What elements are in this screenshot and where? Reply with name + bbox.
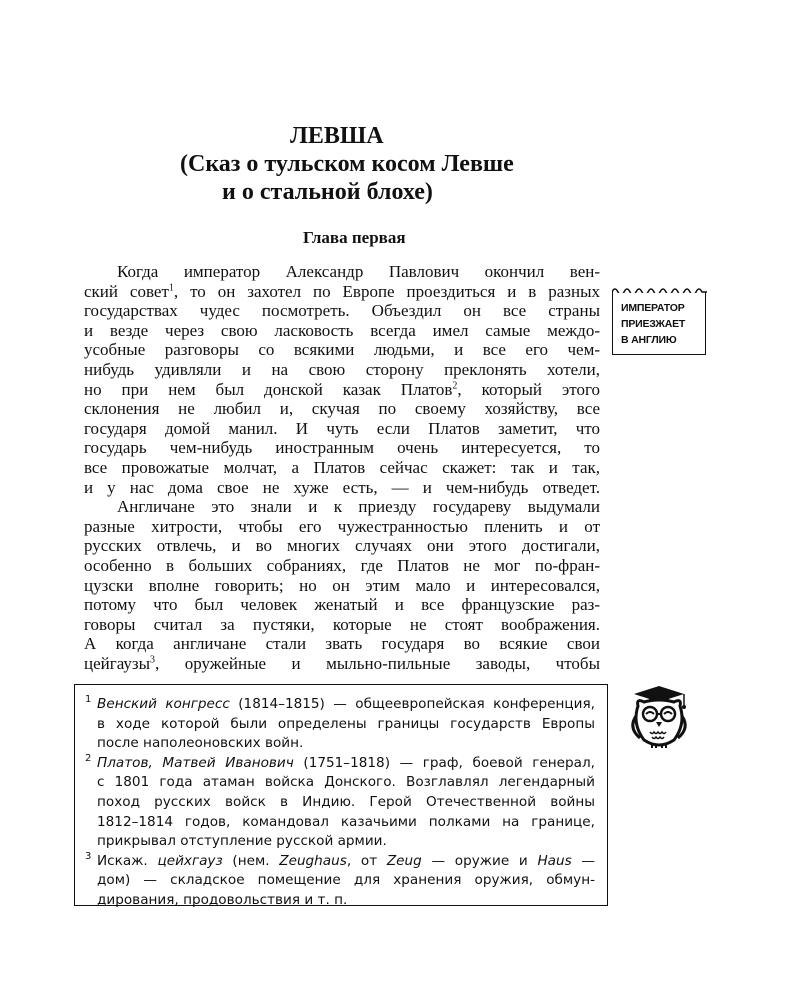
body-line: потому что был человек женатый и все французские раз- — [84, 595, 600, 615]
body-line: и у нас дома свое не хуже есть, — и чем-нибудь отведет. — [84, 477, 600, 497]
body-line: все провожатые молчат, а Платов сейчас скажет: так и так, — [84, 457, 600, 477]
footnotes-box — [74, 684, 608, 906]
footnote-ref-2: 2 — [452, 379, 458, 391]
body-line: государствах чудес посмотреть. Объездил он все страны — [84, 301, 600, 321]
body-line: разные хитрости, чтобы его чужестранностью пленить и от — [84, 516, 600, 536]
margin-note-box — [612, 292, 706, 355]
body-line: русских отвлечь, и во многих случаях они этого достигали, — [84, 536, 600, 556]
title-line-3: и о стальной блохе) — [222, 179, 433, 205]
body-line: но при нем был донской казак Платов$^2$, который этого — [84, 379, 601, 399]
title-line-1: ЛЕВША — [290, 123, 384, 149]
footnote-term: Платов, Матвей Иванович — [97, 754, 294, 771]
title-line-2: (Сказ о тульском косом Левше — [180, 151, 514, 177]
owl-scholar-icon — [624, 684, 694, 750]
body-line: цейгаузы$^3$, оружейные и мыльно-пильные заводы, чтобы — [84, 653, 600, 673]
body-line: ский совет$^1$, то он захотел по Европе проездиться и в разных — [84, 281, 601, 301]
body-line: нибудь удивляли и на свою сторону преклонять хотели, — [84, 359, 600, 379]
footnote-ref-3: 3 — [150, 654, 156, 666]
body-line: Когда император Александр Павлович окончил вен- — [117, 262, 600, 281]
body-line: Англичане это знали и к приезду государеву выдумали — [117, 497, 600, 517]
footnote-term: цейхгауз — [157, 852, 223, 869]
chapter-title: Глава первая — [303, 228, 406, 247]
wavy-edge-decoration — [612, 285, 707, 293]
body-line: усобные разговоры со всякими людьми, и все его чем- — [84, 340, 600, 360]
footnote-1: $^1$ Венский конгресс (1814–1815) — общеевропейская конференция, в ходе которой были определены границы государств Европы после наполеоновских войн. — [85, 694, 595, 752]
footnote-2: $^2$ Платов, Матвей Иванович (1751–1818) — граф, боевой генерал, с 1801 года атаман войска Донского. Возглавлял легендарный поход русских войск в Индию. Герой Отечественной войны 1812–1814 годов, командовал казачьими полками на границе, прикрывал отступление русской армии. — [85, 753, 595, 850]
body-line: говоры считал за пустяки, которые не стоят воображения. — [84, 614, 600, 634]
body-line: особенно в больших собраниях, где Платов не мог по-фран- — [84, 555, 600, 575]
margin-note-line: ПРИЕЗЖАЕТ — [621, 318, 686, 330]
body-line: склонения не любил и, скучая по своему хозяйству, все — [84, 399, 600, 419]
body-line: и везде через свою ласковость всегда имел самые междо- — [84, 320, 600, 340]
margin-note-line: ИМПЕРАТОР — [621, 302, 685, 314]
footnote-ref-1: 1 — [168, 281, 174, 293]
body-line: А когда англичане стали звать государя во всякие свои — [84, 634, 600, 654]
body-text — [84, 262, 600, 673]
footnote-term: Венский конгресс — [97, 696, 230, 712]
margin-note-line: В АНГЛИЮ — [621, 334, 677, 346]
story-title — [180, 122, 620, 206]
footnote-3: $^3$ Искаж. цейхгауз (нем. Zeughaus, от Zeug — оружие и Haus — дом) — складское помещение для хранения оружия, обмун- дирования, продовольствия и т. п. — [85, 851, 596, 908]
body-line: цузски вполне говорить; но он этим мало и интересовался, — [84, 575, 600, 595]
body-line: государя домой манил. И чуть если Платов заметит, что — [84, 418, 600, 438]
body-line: государь чем-нибудь иностранным очень интересуется, то — [84, 438, 600, 458]
